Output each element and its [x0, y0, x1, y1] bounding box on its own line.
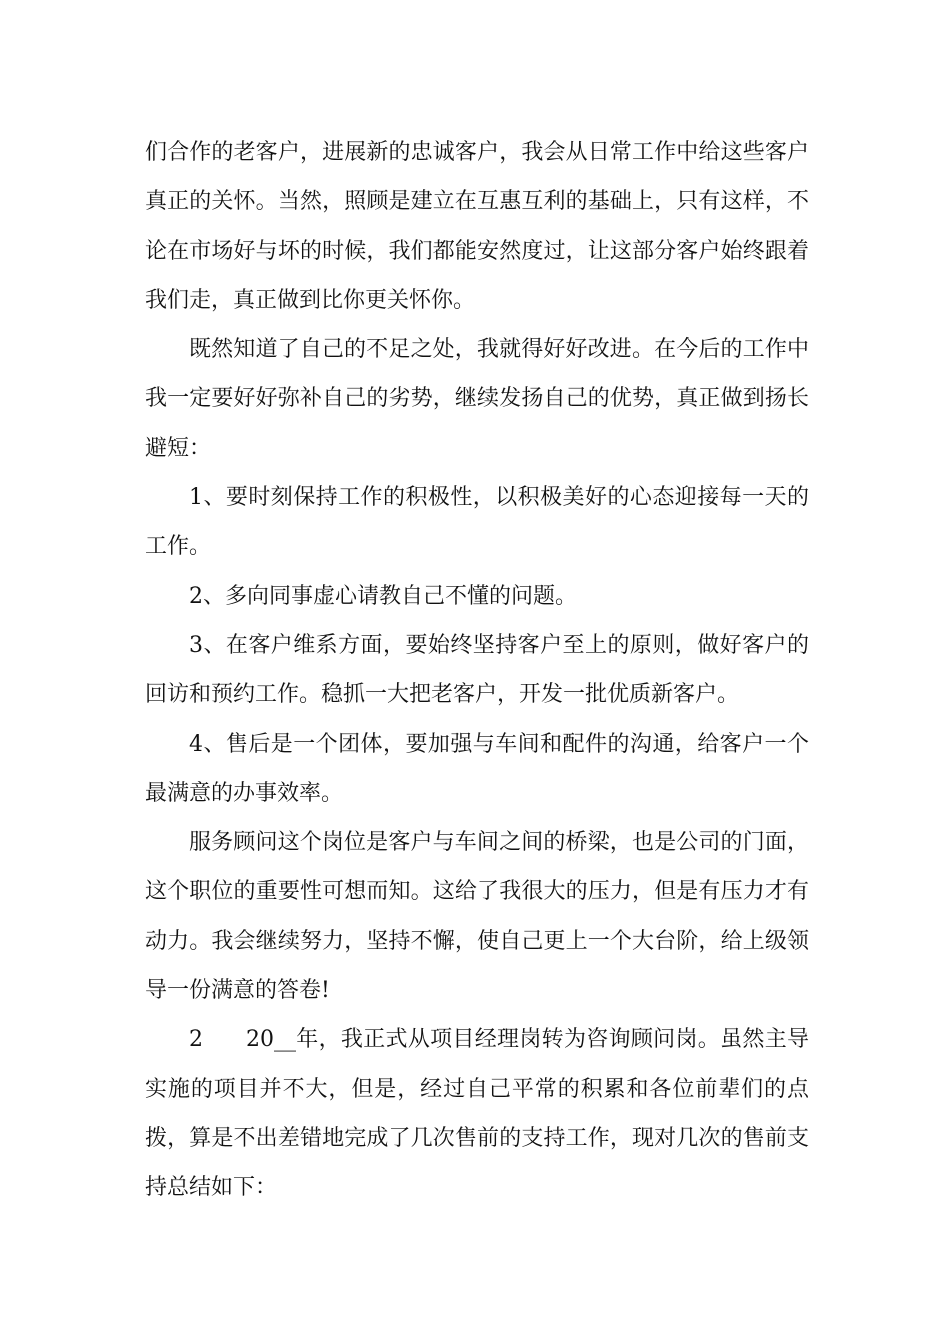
list-item-1: 1、要时刻保持工作的积极性，以积极美好的心态迎接每一天的工作。	[145, 485, 809, 560]
paragraph-continuation: 们合作的老客户，进展新的忠诚客户，我会从日常工作中给这些客户真正的关怀。当然，照顾是建立在互惠互利的基础上，只有这样，不论在市场好与坏的时候，我们都能安然度过，让这部分客户始终跟着我们走，真正做到比你更关怀你。	[145, 140, 809, 313]
section-2-paragraph	[145, 1015, 809, 1212]
paragraph-conclusion: 服务顾问这个岗位是客户与车间之间的桥梁，也是公司的门面，这个职位的重要性可想而知。这给了我很大的压力，但是有压力才有动力。我会继续努力，坚持不懈，使自己更上一个大台阶，给上级领导一份满意的答卷!	[145, 830, 809, 1004]
section-2-number: 2	[189, 1027, 203, 1053]
paragraph-improvement-intro: 既然知道了自己的不足之处，我就得好好改进。在今后的工作中我一定要好好弥补自己的劣势，继续发扬自己的优势，真正做到扬长避短：	[145, 337, 809, 461]
list-item-2: 2、多向同事虚心请教自己不懂的问题。	[189, 583, 577, 609]
section-2-text: 20__年，我正式从项目经理岗转为咨询顾问岗。虽然主导实施的项目并不大，但是，经过自己平常的积累和各位前辈们的点拨，算是不出差错地完成了几次售前的支持工作，现对几次的售前支持总结如下：	[145, 1027, 809, 1201]
document-body	[145, 128, 809, 1213]
list-item-4: 4、售后是一个团体，要加强与车间和配件的沟通，给客户一个最满意的办事效率。	[145, 731, 809, 806]
list-item-3: 3、在客户维系方面，要始终坚持客户至上的原则，做好客户的回访和预约工作。稳抓一大把老客户，开发一批优质新客户。	[145, 632, 809, 708]
